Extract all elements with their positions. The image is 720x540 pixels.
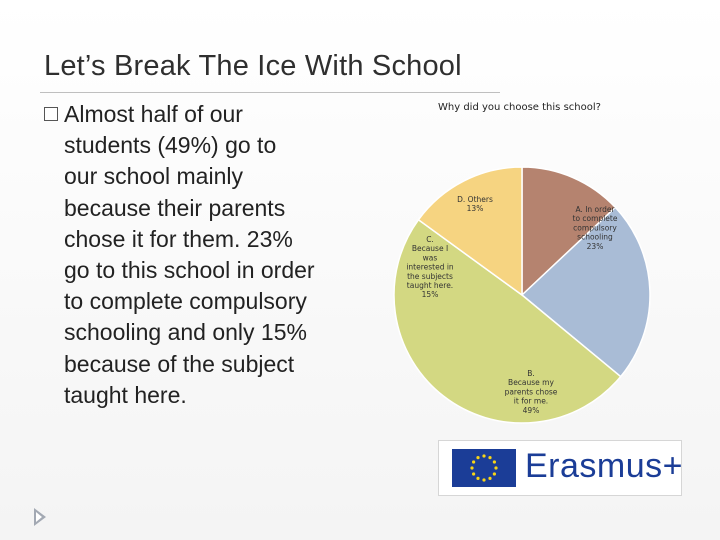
slice-label-line: Because I: [411, 244, 449, 254]
slice-label-line: taught here.: [406, 281, 454, 290]
slice-label-line: 15%: [421, 290, 439, 300]
bullet-line: students (49%) go to: [64, 132, 277, 159]
slide-nav-arrow-icon[interactable]: [34, 508, 46, 526]
slice-label: [406, 235, 454, 299]
bullet-line: to complete compulsory: [64, 288, 307, 315]
bullet-line: because their parents: [64, 194, 286, 221]
slice-label-line: D. Others: [457, 195, 493, 204]
slice-label-line: 49%: [522, 405, 540, 415]
bullet-line: taught here.: [64, 381, 187, 408]
slice-label-line: 23%: [586, 241, 604, 251]
slice-label-line: was: [422, 253, 438, 263]
slide-title: Let’s Break The Ice With School: [44, 50, 462, 82]
logo-text: Erasmus+: [525, 447, 683, 485]
slice-label-line: A. In order: [575, 205, 615, 214]
slice-label-line: Because my: [508, 378, 554, 388]
slice-label-line: it for me.: [513, 396, 549, 406]
bullet-line: chose it for them. 23%: [64, 225, 293, 252]
slice-label-line: B.: [527, 369, 535, 378]
chart-title: Why did you choose this school?: [438, 102, 601, 113]
slice-label-line: parents chose: [504, 387, 558, 397]
slice-label-line: the subjects: [407, 271, 453, 281]
bullet-line: because of the subject: [64, 350, 295, 377]
bullet-line: Almost half of our: [64, 101, 243, 127]
bullet-line: go to this school in order: [64, 257, 315, 284]
bullet-line: our school mainly: [64, 163, 243, 190]
slice-label-line: compulsory: [573, 223, 617, 233]
slice-label-line: interested in: [406, 262, 454, 272]
slice-label-line: C.: [426, 235, 434, 244]
slice-label-line: schooling: [577, 232, 613, 242]
slice-label-line: to complete: [572, 214, 618, 224]
slice-label-line: 13%: [466, 204, 484, 214]
bullet-line: schooling and only 15%: [64, 319, 307, 346]
eu-flag-icon: [452, 449, 516, 487]
erasmus-plus-logo: [438, 440, 682, 496]
